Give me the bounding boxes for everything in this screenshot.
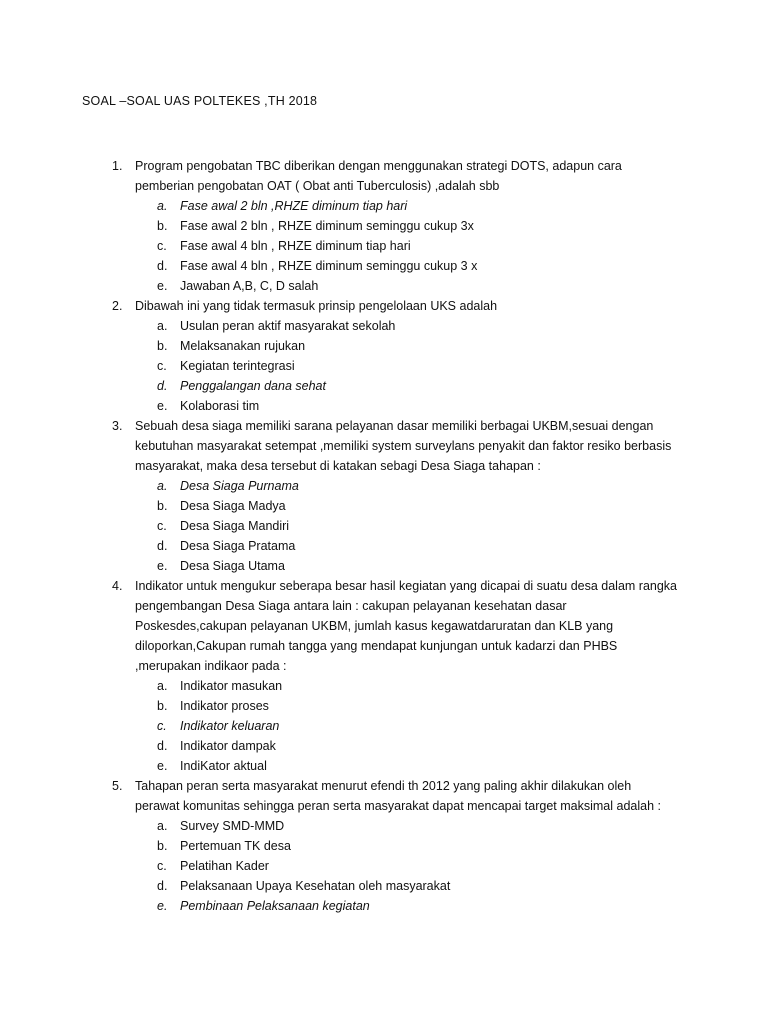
option-text: Desa Siaga Mandiri <box>180 519 290 533</box>
option-letter: c. <box>157 239 167 253</box>
answer-option <box>135 376 678 396</box>
question-number: 2. <box>112 299 123 313</box>
answer-option <box>135 716 678 736</box>
option-letter: e. <box>157 759 168 773</box>
option-item <box>135 276 678 296</box>
answer-option <box>135 896 678 916</box>
question-text: Program pengobatan TBC diberikan dengan menggunakan strategi DOTS, adapun cara pemberian pengobatan OAT ( Obat anti Tuberculosis) ,adalah sbb <box>135 159 622 193</box>
option-item <box>135 836 678 856</box>
option-text: Pelaksanaan Upaya Kesehatan oleh masyarakat <box>180 879 451 893</box>
option-item <box>135 336 678 356</box>
option-text: Usulan peran aktif masyarakat sekolah <box>180 319 396 333</box>
option-text: Melaksanakan rujukan <box>180 339 306 353</box>
option-text: Fase awal 2 bln , RHZE diminum seminggu cukup 3x <box>180 219 474 233</box>
question-number: 1. <box>112 159 123 173</box>
option-text: Penggalangan dana sehat <box>180 379 326 393</box>
option-text: Kolaborasi tim <box>180 399 260 413</box>
option-list <box>135 816 678 916</box>
option-list <box>135 676 678 776</box>
option-item <box>135 696 678 716</box>
option-letter: a. <box>157 319 168 333</box>
option-letter: b. <box>157 839 168 853</box>
question-text: Indikator untuk mengukur seberapa besar hasil kegiatan yang dicapai di suatu desa dalam rangka pengembangan Desa Siaga antara lain : cakupan pelayanan kesehatan dasar Poskesdes,cakupan pelayanan UKBM, jumlah kasus kegawatdaruratan dan KLB yang diloporkan,Cakupan rumah tangga yang mendapat kunjungan untuk kadarzi dan PHBS ,merupakan indikaor pada : <box>135 579 678 673</box>
option-text: Pembinaan Pelaksanaan kegiatan <box>180 899 370 913</box>
option-text: Indikator dampak <box>180 739 276 753</box>
question-item <box>0 156 768 296</box>
option-text: Desa Siaga Pratama <box>180 539 296 553</box>
option-list <box>135 476 678 576</box>
option-item <box>135 856 678 876</box>
option-item <box>135 236 678 256</box>
option-item <box>135 756 678 776</box>
question-text: Sebuah desa siaga memiliki sarana pelayanan dasar memiliki berbagai UKBM,sesuai dengan kebutuhan masyarakat setempat ,memiliki system surveylans penyakit dan faktor resiko berbasis masyarakat, maka desa tersebut di katakan sebagi Desa Siaga tahapan : <box>135 419 672 473</box>
option-text: Desa Siaga Purnama <box>180 479 299 493</box>
option-text: IndiKator aktual <box>180 759 267 773</box>
option-text: Fase awal 4 bln , RHZE diminum tiap hari <box>180 239 411 253</box>
option-letter: e. <box>157 559 168 573</box>
answer-option <box>135 476 678 496</box>
option-item <box>135 256 678 276</box>
option-text: Kegiatan terintegrasi <box>180 359 295 373</box>
option-letter: d. <box>157 259 168 273</box>
option-item <box>135 356 678 376</box>
option-text: Pelatihan Kader <box>180 859 269 873</box>
option-text: Desa Siaga Madya <box>180 499 286 513</box>
question-item <box>0 776 768 916</box>
option-letter: a. <box>157 819 168 833</box>
option-letter: e. <box>157 399 168 413</box>
option-text: Indikator keluaran <box>180 719 280 733</box>
option-letter: b. <box>157 339 168 353</box>
question-item <box>0 296 768 416</box>
option-letter: c. <box>157 519 167 533</box>
option-letter: a. <box>157 479 168 493</box>
option-letter: c. <box>157 359 167 373</box>
option-letter: e. <box>157 899 168 913</box>
option-letter: b. <box>157 219 168 233</box>
option-letter: d. <box>157 879 168 893</box>
document-title: SOAL –SOAL UAS POLTEKES ,TH 2018 <box>82 94 318 108</box>
option-item <box>135 216 678 236</box>
option-item <box>135 736 678 756</box>
option-list <box>135 196 678 296</box>
option-letter: c. <box>157 719 167 733</box>
option-letter: d. <box>157 379 168 393</box>
option-letter: a. <box>157 199 168 213</box>
option-item <box>135 556 678 576</box>
option-item <box>135 816 678 836</box>
option-text: Fase awal 4 bln , RHZE diminum seminggu cukup 3 x <box>180 259 478 273</box>
question-text: Tahapan peran serta masyarakat menurut efendi th 2012 yang paling akhir dilakukan oleh perawat komunitas sehingga peran serta masyarakat dapat mencapai target maksimal adalah : <box>135 779 661 813</box>
option-text: Jawaban A,B, C, D salah <box>180 279 319 293</box>
option-item <box>135 396 678 416</box>
option-text: Fase awal 2 bln ,RHZE diminum tiap hari <box>180 199 408 213</box>
answer-option <box>135 196 678 216</box>
option-text: Desa Siaga Utama <box>180 559 285 573</box>
option-letter: d. <box>157 739 168 753</box>
option-item <box>135 536 678 556</box>
option-item <box>135 876 678 896</box>
option-text: Survey SMD-MMD <box>180 819 285 833</box>
question-text: Dibawah ini yang tidak termasuk prinsip pengelolaan UKS adalah <box>135 299 498 313</box>
option-letter: a. <box>157 679 168 693</box>
question-item <box>0 576 768 776</box>
option-item <box>135 676 678 696</box>
question-item <box>0 416 768 576</box>
option-list <box>135 316 678 416</box>
option-item <box>135 496 678 516</box>
option-text: Pertemuan TK desa <box>180 839 291 853</box>
question-list <box>0 156 768 916</box>
option-item <box>135 316 678 336</box>
option-text: Indikator proses <box>180 699 269 713</box>
question-number: 4. <box>112 579 123 593</box>
option-letter: d. <box>157 539 168 553</box>
option-letter: e. <box>157 279 168 293</box>
option-letter: b. <box>157 499 168 513</box>
option-letter: b. <box>157 699 168 713</box>
option-item <box>135 516 678 536</box>
option-letter: c. <box>157 859 167 873</box>
question-number: 5. <box>112 779 123 793</box>
option-text: Indikator masukan <box>180 679 283 693</box>
question-number: 3. <box>112 419 123 433</box>
